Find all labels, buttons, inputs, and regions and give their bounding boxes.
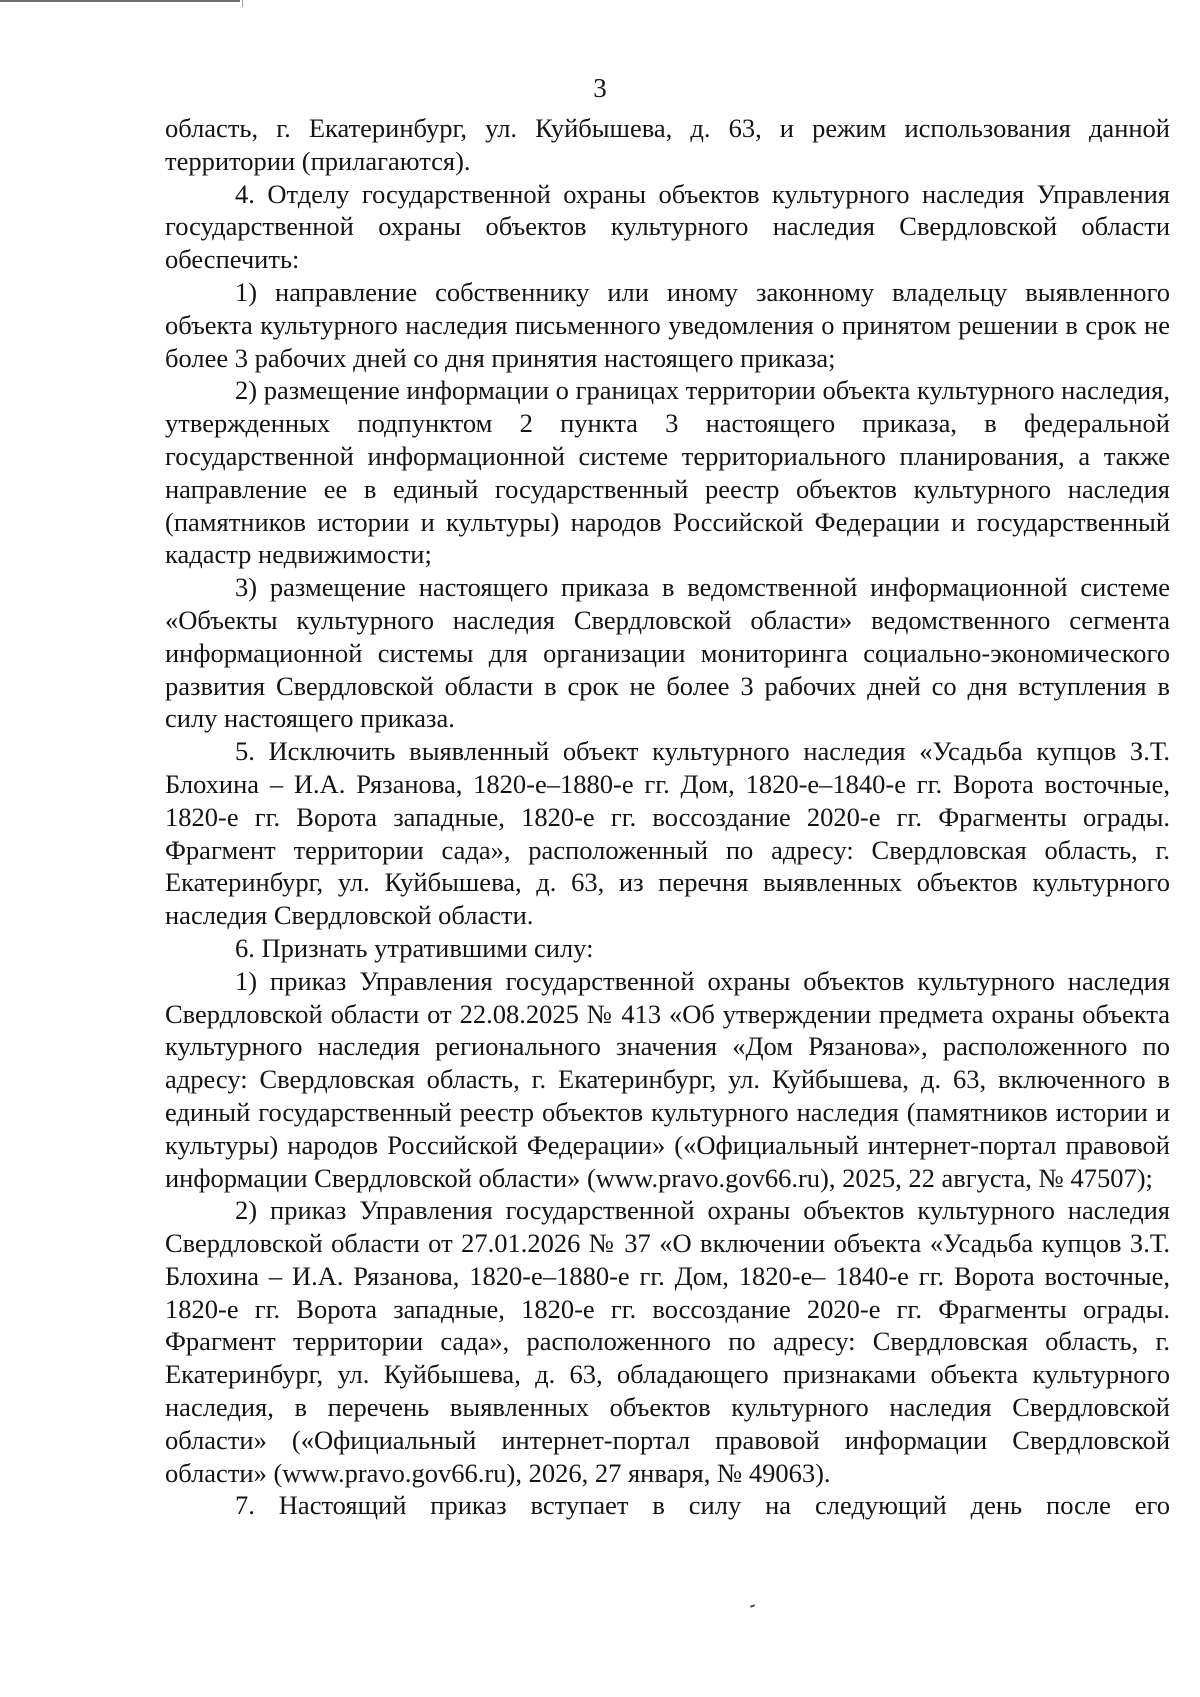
paragraph-item-4: 4. Отделу государственной охраны объектов культурного наследия Управления государственной охраны объектов культурного наследия Свердловской области обеспечить: (165, 178, 1170, 275)
paragraph-item-7: 7. Настоящий приказ вступает в силу на следующий день после его (235, 1490, 1170, 1521)
scan-speck (750, 1604, 755, 1608)
paragraph-item-6: 6. Признать утратившими силу: (235, 932, 594, 963)
scan-edge-line (0, 0, 240, 2)
paragraph-item-4-2: 2) размещение информации о границах территории объекта культурного наследия, утвержденных подпунктом 2 пункта 3 настоящего приказа, в федеральной государственной информационной системе территориального планирования, а также направление ее в единый государственный реестр объектов культурного наследия (памятников истории и культуры) народов Российской Федерации и государственный кадастр недвижимости; (165, 375, 1170, 570)
paragraph-item-5: 5. Исключить выявленный объект культурного наследия «Усадьба купцов З.Т. Блохина – И.А. Рязанова, 1820-е–1880-е гг. Дом, 1820-е–1840-е гг. Ворота восточные, 1820-е гг. Ворота западные, 1820-е гг. воссоздание 2020-е гг. Фрагменты ограды. Фрагмент территории сада», расположенный по адресу: Свердловская область, г. Екатеринбург, ул. Куйбышева, д. 63, из перечня выявленных объектов культурного наследия Свердловской области. (165, 736, 1170, 931)
paragraph-item-4-1: 1) направление собственнику или иному законному владельцу выявленного объекта культурного наследия письменного уведомления о принятом решении в срок не более 3 рабочих дней со дня принятия настоящего приказа; (165, 276, 1170, 373)
paragraph-item-4-3: 3) размещение настоящего приказа в ведомственной информационной системе «Объекты культурного наследия Свердловской области» ведомственного сегмента информационной системы для организации мониторинга социально-экономического развития Свердловской области в срок не более 3 рабочих дней со дня вступления в силу настоящего приказа. (165, 572, 1170, 734)
scan-edge-tick (242, 0, 243, 7)
paragraph-item-6-2: 2) приказ Управления государственной охраны объектов культурного наследия Свердловской области от 27.01.2026 № 37 «О включении объекта «Усадьба купцов З.Т. Блохина – И.А. Рязанова, 1820-е–1880-е гг. Дом, 1820-е– 1840-е гг. Ворота восточные, 1820-е гг. Ворота западные, 1820-е гг. воссоздание 2020-е гг. Фрагменты ограды. Фрагмент территории сада», расположенного по адресу: Свердловская область, г. Екатеринбург, ул. Куйбышева, д. 63, обладающего признаками объекта культурного наследия, в перечень выявленных объектов культурного наследия Свердловской области» («Официальный интернет-портал правовой информации Свердловской области» (www.pravo.gov66.ru), 2026, 27 января, № 49063). (165, 1195, 1170, 1488)
paragraph-item-6-1: 1) приказ Управления государственной охраны объектов культурного наследия Свердловской области от 22.08.2025 № 413 «Об утверждении предмета охраны объекта культурного наследия регионального значения «Дом Рязанова», расположенного по адресу: Свердловская область, г. Екатеринбург, ул. Куйбышева, д. 63, включенного в единый государственный реестр объектов культурного наследия (памятников истории и культуры) народов Российской Федерации» («Официальный интернет-портал правовой информации Свердловской области» (www.pravo.gov66.ru), 2025, 22 августа, № 47507); (165, 965, 1170, 1193)
document-body (165, 112, 1170, 1522)
paragraph-continuation: область, г. Екатеринбург, ул. Куйбышева, д. 63, и режим использования данной территории (прилагаются). (165, 113, 1170, 176)
page-number: 3 (593, 73, 607, 103)
